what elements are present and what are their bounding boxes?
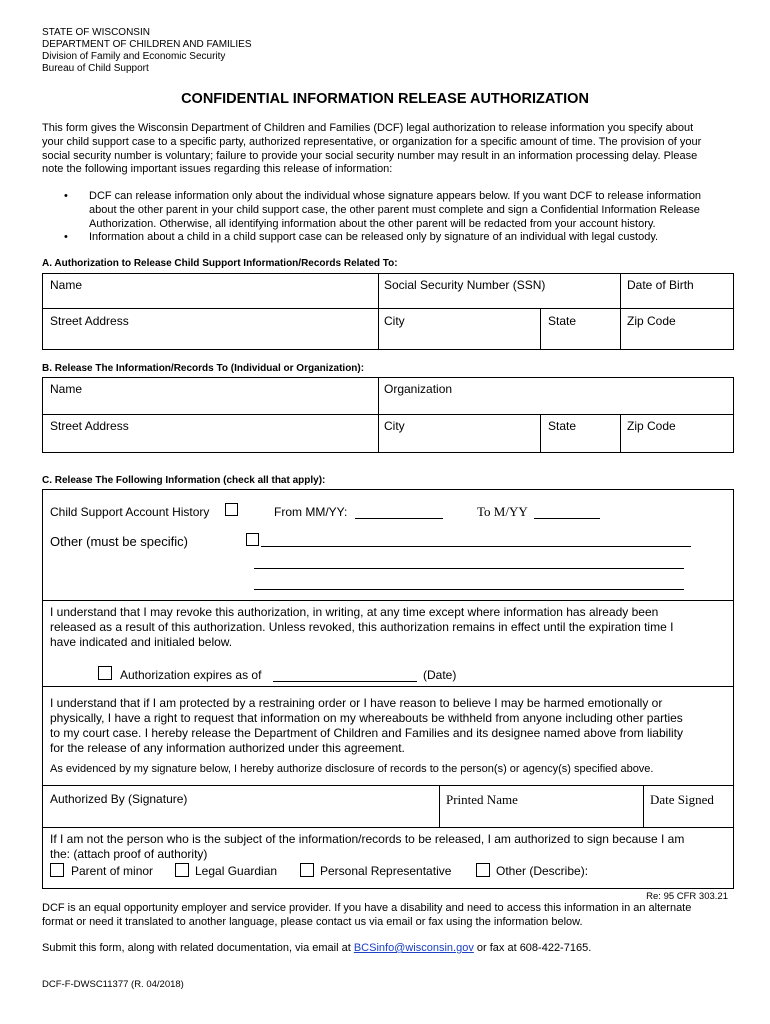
header-line-bureau: Bureau of Child Support bbox=[42, 63, 149, 74]
revoke-paragraph bbox=[50, 605, 730, 650]
protection-line: I understand that if I am protected by a restraining order or I have reason to believe I may be harmed emotionally or bbox=[50, 696, 663, 710]
a-state-field[interactable]: State bbox=[548, 314, 577, 328]
other-authority-checkbox[interactable] bbox=[476, 863, 490, 877]
date-signed-field[interactable]: Date Signed bbox=[650, 792, 714, 807]
section-c-heading: C. Release The Following Information (check all that apply): bbox=[42, 475, 326, 486]
form-number: DCF-F-DWSC11377 (R. 04/2018) bbox=[42, 979, 184, 990]
equal-opportunity-statement bbox=[42, 902, 732, 930]
intro-paragraph bbox=[42, 122, 732, 177]
revoke-line: have indicated and initialed below. bbox=[50, 635, 233, 649]
guardian-checkbox[interactable] bbox=[175, 863, 189, 877]
to-date-line[interactable] bbox=[534, 518, 600, 519]
revoke-line: released as a result of this authorization. Unless revoked, this authorization remains in effect until the expiration time I bbox=[50, 620, 674, 634]
a-street-field[interactable]: Street Address bbox=[50, 314, 129, 328]
other-line-1[interactable] bbox=[261, 546, 691, 547]
guardian-label: Legal Guardian bbox=[195, 864, 278, 878]
submit-prefix: Submit this form, along with related documentation, via email at bbox=[42, 942, 351, 954]
cfr-reference: Re: 95 CFR 303.21 bbox=[646, 891, 728, 902]
parent-label: Parent of minor bbox=[71, 864, 154, 878]
bullet-line: about the other parent in your child support case, the other parent must complete and sign a Confidential Information Release bbox=[89, 203, 700, 216]
b-organization-field[interactable]: Organization bbox=[384, 382, 453, 396]
protection-line: physically, I have a right to request that information on my whereabouts be withheld from anyone including other parties bbox=[50, 711, 683, 725]
section-b-heading: B. Release The Information/Records To (Individual or Organization): bbox=[42, 363, 365, 374]
representative-checkbox[interactable] bbox=[300, 863, 314, 877]
agency-header bbox=[42, 27, 251, 75]
expiration-date-line[interactable] bbox=[273, 681, 417, 682]
bullet-line: Authorization. Otherwise, all identifying information about the other parent will be redacted from your account history. bbox=[89, 217, 656, 230]
expires-date-label: (Date) bbox=[423, 668, 457, 682]
bullet-item-signature bbox=[89, 190, 729, 231]
eo-line: DCF is an equal opportunity employer and service provider. If you have a disability and need to access this information in an alternate bbox=[42, 902, 692, 914]
signature-field[interactable]: Authorized By (Signature) bbox=[50, 792, 188, 806]
header-line-state: STATE OF WISCONSIN bbox=[42, 27, 150, 38]
section-b-table bbox=[42, 377, 734, 453]
form-title: CONFIDENTIAL INFORMATION RELEASE AUTHORIZATION bbox=[181, 91, 589, 107]
bullet-item-custody: Information about a child in a child support case can be released only by signature of an individual with legal custody. bbox=[89, 231, 659, 243]
eo-line: format or need it translated to another language, please contact us via email or fax using the information below. bbox=[42, 915, 583, 928]
authority-paragraph bbox=[50, 832, 730, 862]
section-c-table bbox=[42, 489, 734, 889]
header-line-department: DEPARTMENT OF CHILDREN AND FAMILIES bbox=[42, 39, 252, 50]
intro-line: note the following important issues regarding this release of information: bbox=[42, 163, 393, 176]
protection-line: to my court case. I hereby release the Department of Children and Families and its designee named above from liability bbox=[50, 726, 683, 740]
bullet-dot: • bbox=[64, 231, 68, 243]
a-dob-field[interactable]: Date of Birth bbox=[627, 278, 694, 292]
b-name-field[interactable]: Name bbox=[50, 382, 83, 396]
section-a-table bbox=[42, 273, 734, 350]
bullet-dot: • bbox=[64, 190, 68, 202]
history-label: Child Support Account History bbox=[50, 505, 210, 519]
protection-line: for the release of any information authorized under this agreement. bbox=[50, 741, 405, 755]
b-zip-field[interactable]: Zip Code bbox=[627, 419, 676, 433]
authority-line: the: (attach proof of authority) bbox=[50, 847, 208, 861]
expires-label: Authorization expires as of bbox=[120, 668, 262, 682]
bullet-line: DCF can release information only about the individual whose signature appears below. If you want DCF to release information bbox=[89, 190, 702, 202]
protection-paragraph bbox=[50, 696, 730, 756]
b-state-field[interactable]: State bbox=[548, 419, 577, 433]
email-link[interactable]: BCSinfo@wisconsin.gov bbox=[353, 942, 474, 954]
expiration-checkbox[interactable] bbox=[98, 666, 112, 680]
other-checkbox[interactable] bbox=[246, 533, 259, 546]
intro-line: social security number is voluntary; failure to provide your social security number may result in an information processing delay. Please bbox=[42, 149, 698, 162]
revoke-line: I understand that I may revoke this authorization, in writing, at any time except where information has already been bbox=[50, 605, 659, 619]
other-authority-label: Other (Describe): bbox=[496, 864, 589, 878]
intro-line: This form gives the Wisconsin Department of Children and Families (DCF) legal authorization to release information you specify about bbox=[42, 122, 694, 134]
header-line-division: Division of Family and Economic Security bbox=[42, 51, 226, 62]
other-line-2[interactable] bbox=[254, 568, 684, 569]
a-zip-field[interactable]: Zip Code bbox=[627, 314, 676, 328]
from-date-label: From MM/YY: bbox=[274, 505, 348, 519]
printed-name-field[interactable]: Printed Name bbox=[446, 792, 518, 807]
parent-checkbox[interactable] bbox=[50, 863, 64, 877]
other-line-3[interactable] bbox=[254, 589, 684, 590]
authority-line: If I am not the person who is the subject of the information/records to be released, I am authorized to sign because I am bbox=[50, 832, 685, 846]
a-ssn-field[interactable]: Social Security Number (SSN) bbox=[384, 278, 546, 292]
history-checkbox[interactable] bbox=[225, 503, 238, 516]
submit-suffix: or fax at 608-422-7165. bbox=[476, 942, 592, 954]
submit-instructions bbox=[42, 942, 591, 954]
b-city-field[interactable]: City bbox=[384, 419, 405, 433]
a-city-field[interactable]: City bbox=[384, 314, 405, 328]
a-name-field[interactable]: Name bbox=[50, 278, 83, 292]
representative-label: Personal Representative bbox=[320, 864, 452, 878]
b-street-field[interactable]: Street Address bbox=[50, 419, 129, 433]
intro-line: your child support case to a specific party, authorized representative, or organization for a specific amount of time. The provision of your bbox=[42, 135, 702, 148]
from-date-line[interactable] bbox=[355, 518, 443, 519]
other-label: Other (must be specific) bbox=[50, 534, 188, 549]
to-date-label: To M/YY bbox=[477, 504, 528, 519]
section-a-heading: A. Authorization to Release Child Support Information/Records Related To: bbox=[42, 258, 398, 269]
evidenced-statement: As evidenced by my signature below, I hereby authorize disclosure of records to the person(s) or agency(s) specified above. bbox=[50, 763, 654, 775]
